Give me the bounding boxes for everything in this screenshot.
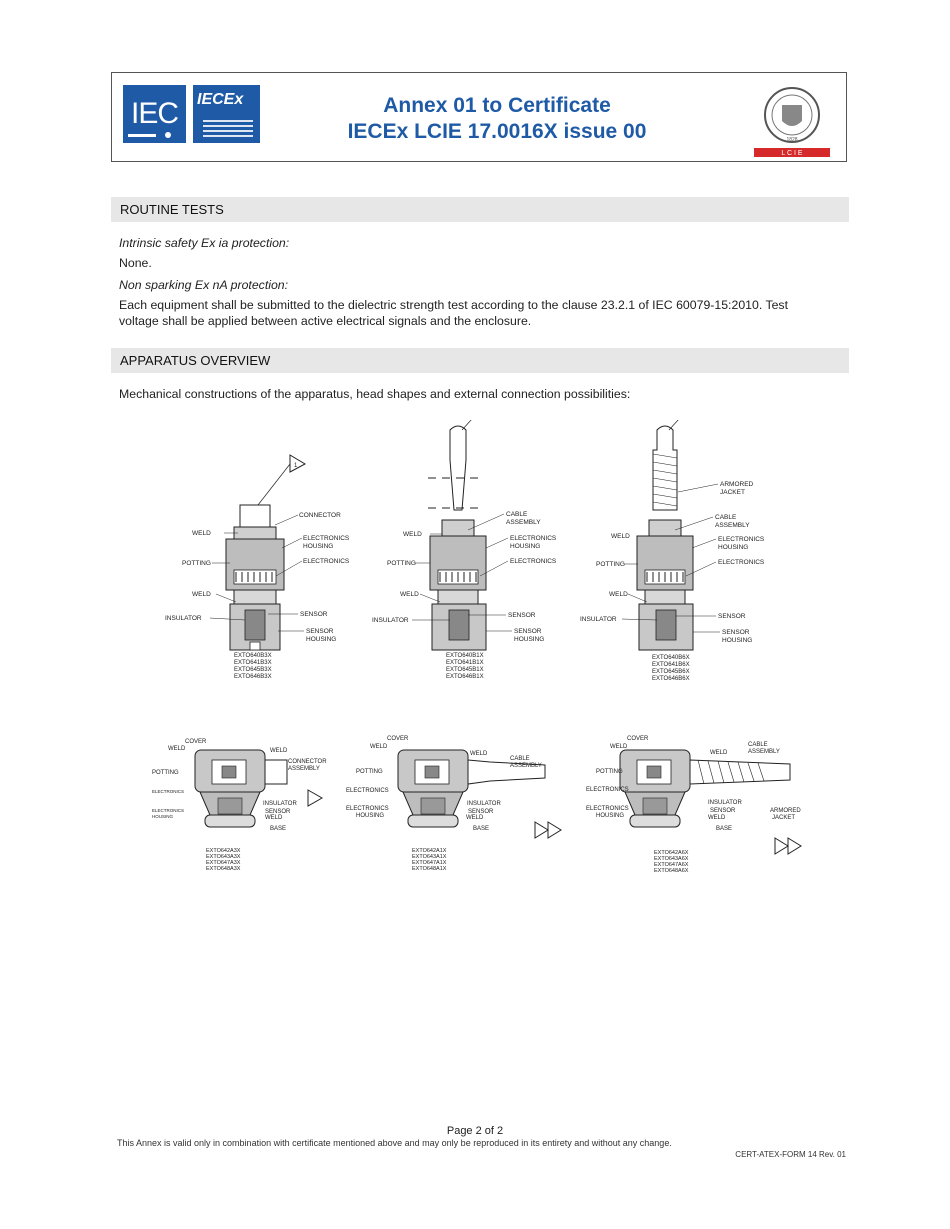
title-line-2: IECEx LCIE 17.0016X issue 00 [347,120,647,143]
iec-logo-text: IEC [130,97,178,130]
model: EXTO641B3X [234,660,272,666]
label: ELECTRONICS [346,806,389,812]
label: ASSEMBLY [288,766,320,772]
label: ARMORED [770,808,801,814]
label: HOUSING [514,636,545,643]
model: EXTO640B1X [446,653,484,659]
model: EXTO646B1X [446,674,484,680]
model: EXTO647A6X [654,862,689,868]
label: JACKET [772,815,796,821]
label: WELD [611,533,630,540]
label: SENSOR [306,628,334,635]
label: INSULATOR [165,615,202,622]
flag-1: 1 [294,463,298,469]
model: EXTO643A6X [654,856,689,862]
model: EXTO643A1X [412,854,447,860]
label: WELD [708,815,726,821]
label: ASSEMBLY [748,749,780,755]
label: SENSOR [718,613,746,620]
label: WELD [466,815,484,821]
label: ARMORED [720,481,754,488]
model: EXTO640B6X [652,655,690,661]
label: ELECTRONICS [346,788,389,794]
label: ELECTRONICS [152,808,185,813]
model: EXTO641B1X [446,660,484,666]
model: EXTO646B3X [234,674,272,680]
label: WELD [610,744,628,750]
label: HOUSING [303,543,334,550]
label: BASE [716,826,733,832]
label: WELD [265,815,283,821]
label: WELD [710,750,728,756]
model: EXTO648A3X [206,866,241,872]
iecex-logo-text: IECEx [197,91,244,108]
label: HOUSING [152,814,174,819]
title-line-1: Annex 01 to Certificate [383,94,611,117]
label: ASSEMBLY [506,519,541,526]
non-sparking-text-line2: voltage shall be applied between active electrical signals and the enclosure. [119,314,532,328]
certificate-header [111,72,847,162]
model: EXTO646B6X [652,676,690,682]
annex-title [302,93,692,145]
bureau-veritas-seal [752,81,832,157]
drawing-armored-variant [637,420,693,650]
label: ELECTRONICS [303,558,350,565]
label: HOUSING [306,636,337,643]
label: ELECTRONICS [718,536,765,543]
label: ELECTRONICS [718,559,765,566]
label: POTTING [182,560,211,567]
non-sparking-subheading: Non sparking Ex nA protection: [119,278,289,292]
label: SENSOR [514,628,542,635]
model: EXTO643A3X [206,854,241,860]
seal-year: 1828 [786,137,798,143]
label: ASSEMBLY [510,763,542,769]
form-reference: CERT-ATEX-FORM 14 Rev. 01 [735,1150,846,1159]
validity-note: This Annex is valid only in combination with certificate mentioned above and may only be reproduced in its entirety and without any change. [117,1138,672,1148]
model: EXTO642A1X [412,848,447,854]
label: POTTING [152,770,179,776]
label: SENSOR [265,809,291,815]
label: ASSEMBLY [715,522,750,529]
model: EXTO647A3X [206,860,241,866]
label: HOUSING [356,813,385,819]
label: INSULATOR [467,801,501,807]
label: WELD [192,591,211,598]
lcie-mark: L C I E [781,150,803,157]
label: COVER [185,739,207,745]
label: CABLE [510,756,530,762]
label: INSULATOR [580,616,617,623]
label: CABLE [748,742,768,748]
model: EXTO645B6X [652,669,690,675]
iec-logo [123,85,186,143]
label: CABLE [715,514,737,521]
section-apparatus-overview: APPARATUS OVERVIEW [111,348,849,373]
non-sparking-text-line1: Each equipment shall be submitted to the dielectric strength test according to the clause 23.2.1 of IEC 60079-15:2010. Test [119,298,788,312]
apparatus-drawings [150,420,820,890]
label: WELD [370,744,388,750]
intrinsic-safety-subheading: Intrinsic safety Ex ia protection: [119,236,290,250]
label: HOUSING [718,544,749,551]
intrinsic-safety-text: None. [119,256,152,270]
label: JACKET [720,489,745,496]
model: EXTO645B1X [446,667,484,673]
label: SENSOR [300,611,328,618]
label: COVER [387,736,409,742]
label: COVER [627,736,649,742]
label: ELECTRONICS [303,535,350,542]
label: BASE [270,826,287,832]
model: EXTO648A6X [654,868,689,874]
label: BASE [473,826,490,832]
label: SENSOR [508,612,536,619]
label: INSULATOR [372,617,409,624]
label: WELD [470,751,488,757]
label: POTTING [356,769,383,775]
page-number: Page 2 of 2 [446,1125,504,1137]
section-routine-tests: ROUTINE TESTS [111,197,849,222]
label: POTTING [596,561,625,568]
label: WELD [609,591,628,598]
label: CONNECTOR [288,759,327,765]
label: CABLE [506,511,528,518]
label: WELD [168,746,186,752]
label: SENSOR [468,809,494,815]
model: EXTO645B3X [234,667,272,673]
model: EXTO647A1X [412,860,447,866]
label: HOUSING [596,813,625,819]
iecex-logo [193,85,260,143]
model: EXTO641B6X [652,662,690,668]
label: HOUSING [510,543,541,550]
label: INSULATOR [708,800,742,806]
model: EXTO648A1X [412,866,447,872]
drawing-cable-variant [428,420,486,650]
label: WELD [192,530,211,537]
label: SENSOR [710,808,736,814]
label: POTTING [596,769,623,775]
label: SENSOR [722,629,750,636]
drawing-connector-variant [226,455,305,650]
label: INSULATOR [263,801,297,807]
label: ELECTRONICS [586,806,629,812]
label: WELD [270,748,288,754]
label: ELECTRONICS [152,789,185,794]
label: ELECTRONICS [510,535,557,542]
model: EXTO640B3X [234,653,272,659]
label: WELD [403,531,422,538]
label: ELECTRONICS [586,787,629,793]
model: EXTO642A6X [654,850,689,856]
label: ELECTRONICS [510,558,557,565]
label: POTTING [387,560,416,567]
label: HOUSING [722,637,753,644]
label: WELD [400,591,419,598]
model: EXTO642A3X [206,848,241,854]
label: CONNECTOR [299,512,341,519]
apparatus-intro: Mechanical constructions of the apparatus, head shapes and external connection possibilities: [119,387,631,401]
